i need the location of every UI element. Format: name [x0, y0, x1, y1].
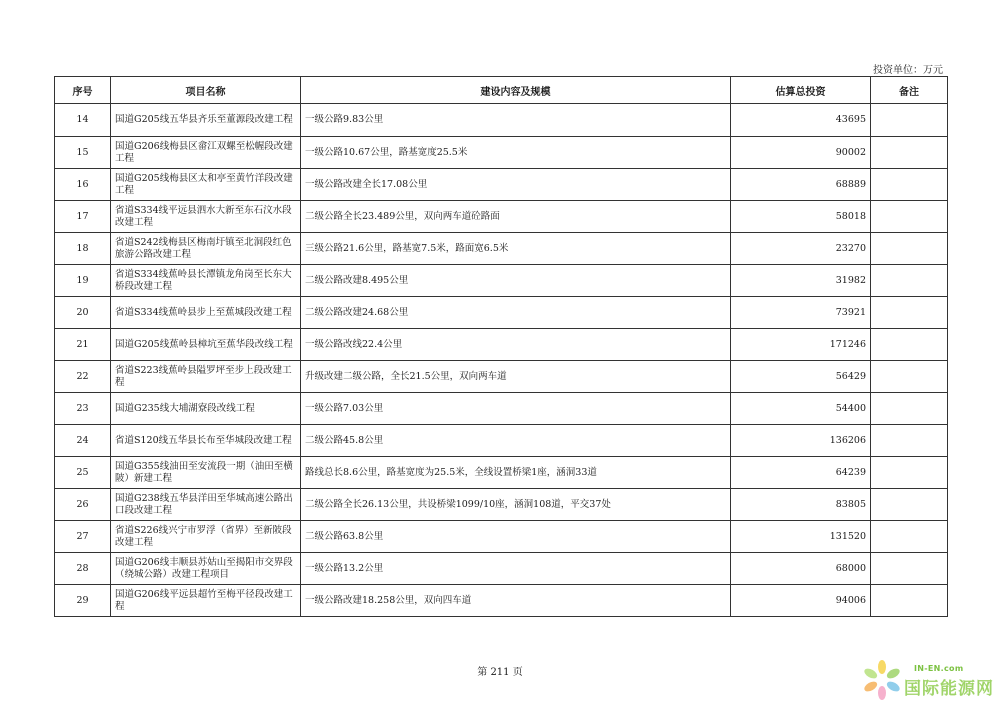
- site-logo: [858, 652, 1000, 706]
- row-investment-cell: 56429: [731, 361, 871, 393]
- row-content-cell: 路线总长8.6公里，路基宽度为25.5米，全线设置桥梁1座，涵洞33道: [301, 457, 731, 489]
- row-investment-cell: 131520: [731, 521, 871, 553]
- row-remarks-cell: [871, 201, 948, 233]
- table-row: [55, 425, 948, 457]
- logo-cn-text: 国际能源网: [904, 679, 994, 699]
- row-remarks-cell: [871, 521, 948, 553]
- row-remarks-cell: [871, 553, 948, 585]
- page-number: 第 211 页: [477, 667, 523, 678]
- row-content-cell: 三级公路21.6公里，路基宽7.5米，路面宽6.5米: [301, 233, 731, 265]
- table-row: [55, 393, 948, 425]
- row-no-cell: 20: [55, 297, 111, 329]
- row-content-cell: 一级公路13.2公里: [301, 553, 731, 585]
- row-content-cell: 二级公路63.8公里: [301, 521, 731, 553]
- row-remarks-cell: [871, 393, 948, 425]
- row-name-cell: 国道G205线梅县区太和亭至黄竹洋段改建工程: [111, 169, 301, 201]
- row-investment-cell: 136206: [731, 425, 871, 457]
- header-name: 项目名称: [111, 77, 301, 104]
- row-no-cell: 23: [55, 393, 111, 425]
- row-content-cell: 二级公路改建8.495公里: [301, 265, 731, 297]
- row-name-cell: 省道S226线兴宁市罗浮（省界）至新陂段改建工程: [111, 521, 301, 553]
- row-investment-cell: 68889: [731, 169, 871, 201]
- row-investment-cell: 31982: [731, 265, 871, 297]
- row-no-cell: 28: [55, 553, 111, 585]
- row-no-cell: 15: [55, 137, 111, 169]
- row-no-cell: 21: [55, 329, 111, 361]
- table-row: [55, 137, 948, 169]
- row-content-cell: 二级公路45.8公里: [301, 425, 731, 457]
- row-investment-cell: 73921: [731, 297, 871, 329]
- row-content-cell: 一级公路改建全长17.08公里: [301, 169, 731, 201]
- row-content-cell: 二级公路改建24.68公里: [301, 297, 731, 329]
- row-name-cell: 省道S334线平远县泗水大新至东石汶水段改建工程: [111, 201, 301, 233]
- table-row: [55, 297, 948, 329]
- row-remarks-cell: [871, 425, 948, 457]
- row-name-cell: 省道S120线五华县长布至华城段改建工程: [111, 425, 301, 457]
- row-investment-cell: 83805: [731, 489, 871, 521]
- row-content-cell: 一级公路10.67公里，路基宽度25.5米: [301, 137, 731, 169]
- row-name-cell: 省道S334线蕉岭县长潭镇龙角岗至长东大桥段改建工程: [111, 265, 301, 297]
- row-content-cell: 一级公路7.03公里: [301, 393, 731, 425]
- table-row: [55, 104, 948, 137]
- row-content-cell: 二级公路全长23.489公里，双向两车道砼路面: [301, 201, 731, 233]
- row-remarks-cell: [871, 265, 948, 297]
- table-row: [55, 233, 948, 265]
- row-name-cell: 省道S334线蕉岭县步上至蕉城段改建工程: [111, 297, 301, 329]
- row-name-cell: 国道G205线蕉岭县樟坑至蕉华段改线工程: [111, 329, 301, 361]
- sun-flower-logo-icon: [860, 658, 908, 704]
- project-table: [54, 76, 948, 617]
- row-remarks-cell: [871, 329, 948, 361]
- row-name-cell: 国道G206线平远县超竹至梅平径段改建工程: [111, 585, 301, 617]
- row-name-cell: 国道G235线大埔湖寮段改线工程: [111, 393, 301, 425]
- row-remarks-cell: [871, 457, 948, 489]
- row-name-cell: 省道S242线梅县区梅南圩镇至北洞段红色旅游公路改建工程: [111, 233, 301, 265]
- table-row: [55, 521, 948, 553]
- row-remarks-cell: [871, 585, 948, 617]
- table-row: [55, 201, 948, 233]
- row-no-cell: 17: [55, 201, 111, 233]
- investment-unit-note: 投资单位：万元: [873, 65, 943, 76]
- row-name-cell: 国道G206线丰顺县苏姑山至揭阳市交界段（绕城公路）改建工程项目: [111, 553, 301, 585]
- header-remarks: 备注: [871, 77, 948, 104]
- table-row: [55, 265, 948, 297]
- row-investment-cell: 64239: [731, 457, 871, 489]
- row-no-cell: 27: [55, 521, 111, 553]
- row-name-cell: 国道G205线五华县齐乐至董源段改建工程: [111, 104, 301, 137]
- row-remarks-cell: [871, 361, 948, 393]
- row-remarks-cell: [871, 489, 948, 521]
- table-row: [55, 489, 948, 521]
- row-investment-cell: 23270: [731, 233, 871, 265]
- row-investment-cell: 54400: [731, 393, 871, 425]
- header-investment: 估算总投资: [731, 77, 871, 104]
- row-no-cell: 24: [55, 425, 111, 457]
- header-no: 序号: [55, 77, 111, 104]
- row-investment-cell: 90002: [731, 137, 871, 169]
- table-row: [55, 585, 948, 617]
- row-remarks-cell: [871, 137, 948, 169]
- row-content-cell: 一级公路改线22.4公里: [301, 329, 731, 361]
- row-no-cell: 29: [55, 585, 111, 617]
- row-investment-cell: 171246: [731, 329, 871, 361]
- row-content-cell: 一级公路改建18.258公里，双向四车道: [301, 585, 731, 617]
- row-investment-cell: 58018: [731, 201, 871, 233]
- table-header-row: [55, 77, 948, 104]
- row-no-cell: 26: [55, 489, 111, 521]
- row-no-cell: 19: [55, 265, 111, 297]
- row-content-cell: 二级公路全长26.13公里，共设桥梁1099/10座，涵洞108道，平交37处: [301, 489, 731, 521]
- table-row: [55, 361, 948, 393]
- row-remarks-cell: [871, 233, 948, 265]
- table-row: [55, 329, 948, 361]
- row-investment-cell: 68000: [731, 553, 871, 585]
- logo-en-text: IN-EN.com: [914, 664, 964, 673]
- row-content-cell: 升级改建二级公路，全长21.5公里，双向两车道: [301, 361, 731, 393]
- table-row: [55, 457, 948, 489]
- row-remarks-cell: [871, 104, 948, 137]
- table-row: [55, 553, 948, 585]
- row-no-cell: 22: [55, 361, 111, 393]
- row-name-cell: 省道S223线蕉岭县隘罗坪至步上段改建工程: [111, 361, 301, 393]
- row-name-cell: 国道G238线五华县洋田至华城高速公路出口段改建工程: [111, 489, 301, 521]
- row-name-cell: 国道G355线油田至安流段一期（油田至横陂）新建工程: [111, 457, 301, 489]
- row-remarks-cell: [871, 169, 948, 201]
- row-remarks-cell: [871, 297, 948, 329]
- row-investment-cell: 43695: [731, 104, 871, 137]
- row-no-cell: 14: [55, 104, 111, 137]
- row-name-cell: 国道G206线梅县区畲江双螺至松幄段改建工程: [111, 137, 301, 169]
- row-content-cell: 一级公路9.83公里: [301, 104, 731, 137]
- row-no-cell: 25: [55, 457, 111, 489]
- row-no-cell: 18: [55, 233, 111, 265]
- header-content: 建设内容及规模: [301, 77, 731, 104]
- row-no-cell: 16: [55, 169, 111, 201]
- table-row: [55, 169, 948, 201]
- row-investment-cell: 94006: [731, 585, 871, 617]
